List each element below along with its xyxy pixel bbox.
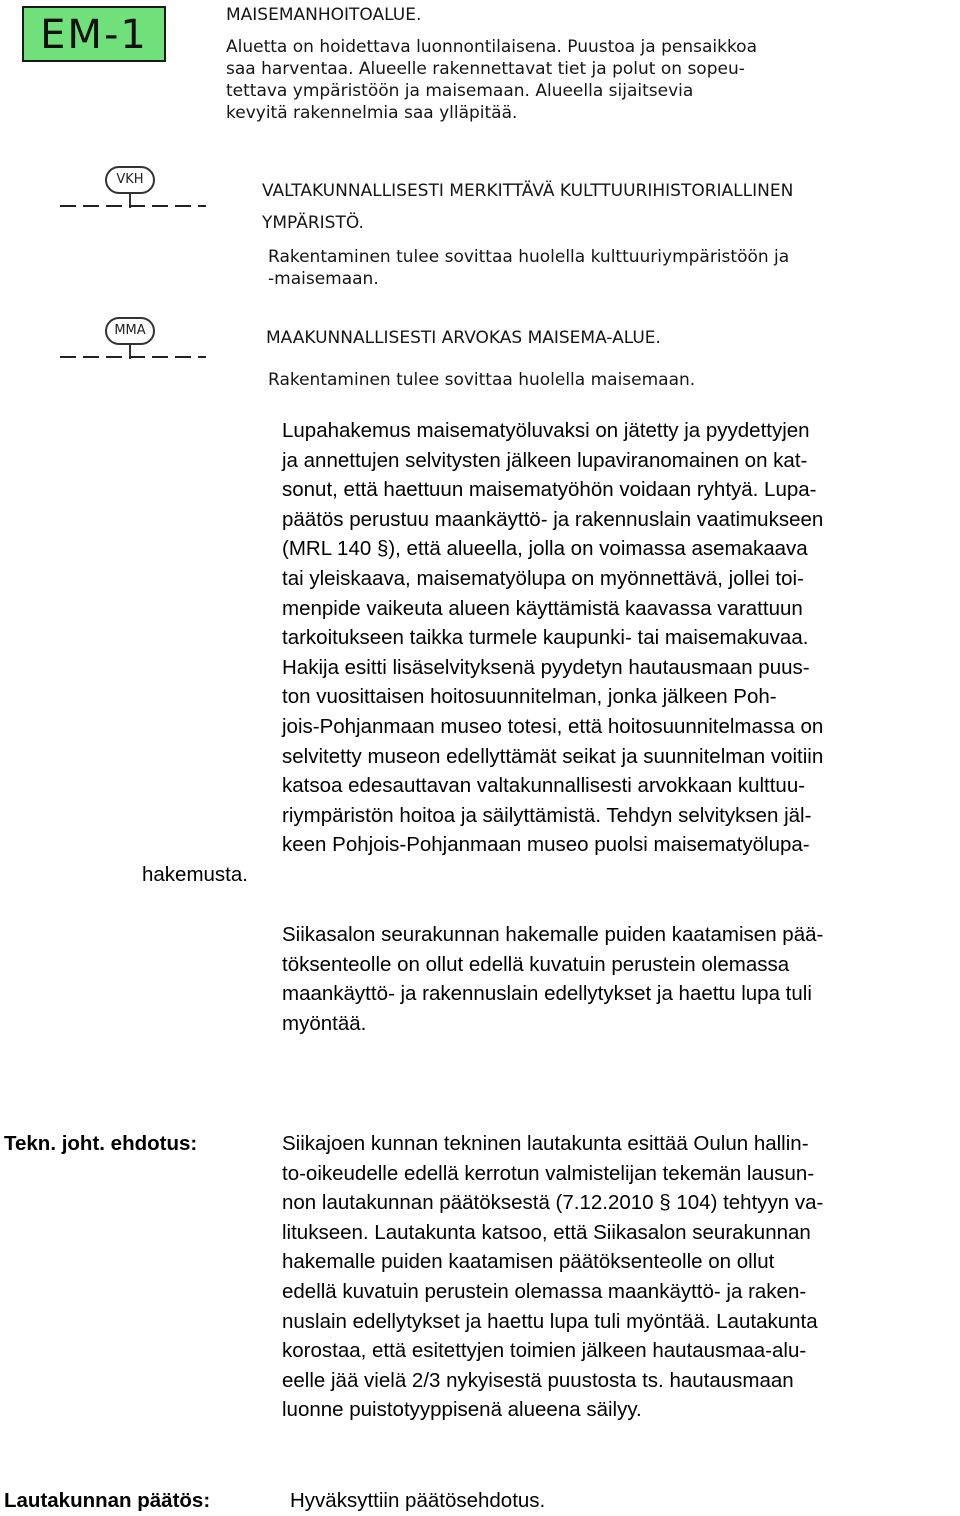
text-line: nuslain edellytykset ja haettu lupa tuli myöntää. Lautakunta <box>282 1309 818 1333</box>
decision-text: Hyväksyttiin päätösehdotus. <box>290 1489 546 1512</box>
text-line: non lautakunnan päätöksestä (7.12.2010 § 104) tehtyyn va- <box>282 1191 824 1215</box>
text-line: tai yleiskaava, maisematyölupa on myönnettävä, jollei toi- <box>282 566 804 590</box>
text-line: Hakija esitti lisäselvityksenä pyydetyn hautausmaan puus- <box>282 655 810 679</box>
body-paragraph-1 <box>282 416 823 860</box>
decision-label: Lautakunnan päätös: <box>4 1489 211 1512</box>
text-line: luonne puistotyyppisenä alueena säilyy. <box>282 1398 642 1422</box>
text-line: Siikajoen kunnan tekninen lautakunta esittää Oulun hallin- <box>282 1132 809 1155</box>
mma-dashed-line <box>60 356 208 358</box>
body-paragraph-2 <box>282 920 823 1038</box>
text-line: maankäyttö- ja rakennuslain edellytykset ja haettu lupa tuli <box>282 982 812 1006</box>
mma-symbol-oval: MMA <box>105 317 155 345</box>
text-line: töksenteolle on ollut edellä kuvatuin perustein olemassa <box>282 952 790 976</box>
text-line: tarkoitukseen taikka turmele kaupunki- tai maisemakuvaa. <box>282 626 809 650</box>
text-line: eelle jää vielä 2/3 nykyisestä puustosta ts. hautausmaan <box>282 1368 794 1392</box>
text-line: menpide vaikeuta alueen käyttämistä kaavassa varattuun <box>282 596 803 620</box>
vkh-title <box>262 175 793 239</box>
mma-description: Rakentaminen tulee sovittaa huolella maisemaan. <box>268 370 696 390</box>
em1-symbol-code: EM-1 <box>40 12 148 58</box>
em1-desc-line: Aluetta on hoidettava luonnontilaisena. Puustoa ja pensaikkoa <box>226 37 758 57</box>
text-line: katsoa edesauttavan valtakunnallisesti arvokkaan kulttuu- <box>282 774 806 798</box>
vkh-desc-line: Rakentaminen tulee sovittaa huolella kulttuuriympäristöön ja <box>268 247 790 267</box>
text-line: to-oikeudelle edellä kerrotun valmistelijan tekemän lausun- <box>282 1161 815 1185</box>
text-line: jois-Pohjanmaan museo totesi, että hoitosuunnitelmassa on <box>282 714 824 738</box>
text-line: korostaa, että esitettyjen toimien jälkeen hautausmaa-alu- <box>282 1339 807 1363</box>
text-line: edellä kuvatuin perustein olemassa maankäyttö- ja raken- <box>282 1279 807 1303</box>
mma-title: MAAKUNNALLISESTI ARVOKAS MAISEMA-ALUE. <box>266 328 661 348</box>
em1-desc-line: kevyitä rakennelmia saa ylläpitää. <box>226 103 518 123</box>
text-line: hakemalle puiden kaatamisen päätöksenteolle on ollut <box>282 1250 775 1274</box>
text-line: päätös perustuu maankäyttö- ja rakennuslain vaatimukseen <box>282 507 824 531</box>
em1-description <box>226 36 757 124</box>
vkh-symbol-oval: VKH <box>105 166 155 194</box>
proposal-label: Tekn. joht. ehdotus: <box>4 1132 198 1155</box>
vkh-desc-line: -maisemaan. <box>268 269 379 289</box>
vkh-title-line: VALTAKUNNALLISESTI MERKITTÄVÄ KULTTUURIHISTORIALLINEN <box>262 181 794 201</box>
text-line: Siikasalon seurakunnan hakemalle puiden kaatamisen pää- <box>282 923 824 946</box>
text-line: litukseen. Lautakunta katsoo, että Siikasalon seurakunnan <box>282 1220 811 1244</box>
body-paragraph-1-tail: hakemusta. <box>142 863 248 886</box>
em1-desc-line: saa harventaa. Alueelle rakennettavat tiet ja polut on sopeu- <box>226 59 745 79</box>
text-line: Lupahakemus maisematyöluvaksi on jätetty ja pyydettyjen <box>282 419 810 442</box>
text-line: myöntää. <box>282 1011 367 1035</box>
text-line: keen Pohjois-Pohjanmaan museo puolsi maisematyölupa- <box>282 833 810 857</box>
proposal-text <box>282 1129 823 1425</box>
em1-desc-line: tettava ympäristöön ja maisemaan. Alueella sijaitsevia <box>226 81 694 101</box>
vkh-title-line: YMPÄRISTÖ. <box>262 213 364 233</box>
vkh-dashed-line <box>60 205 208 207</box>
vkh-description <box>268 246 789 290</box>
text-line: sonut, että haettuun maisematyöhön voidaan ryhtyä. Lupa- <box>282 478 817 502</box>
text-line: ja annettujen selvitysten jälkeen lupaviranomainen on kat- <box>282 448 808 472</box>
em1-title: MAISEMANHOITOALUE. <box>226 5 422 25</box>
text-line: (MRL 140 §), että alueella, jolla on voimassa asemakaava <box>282 537 808 561</box>
text-line: riympäristön hoitoa ja säilyttämistä. Tehdyn selvityksen jäl- <box>282 803 812 827</box>
text-line: ton vuosittaisen hoitosuunnitelman, jonka jälkeen Poh- <box>282 685 777 709</box>
text-line: selvitetty museon edellyttämät seikat ja suunnitelman voitiin <box>282 744 824 768</box>
